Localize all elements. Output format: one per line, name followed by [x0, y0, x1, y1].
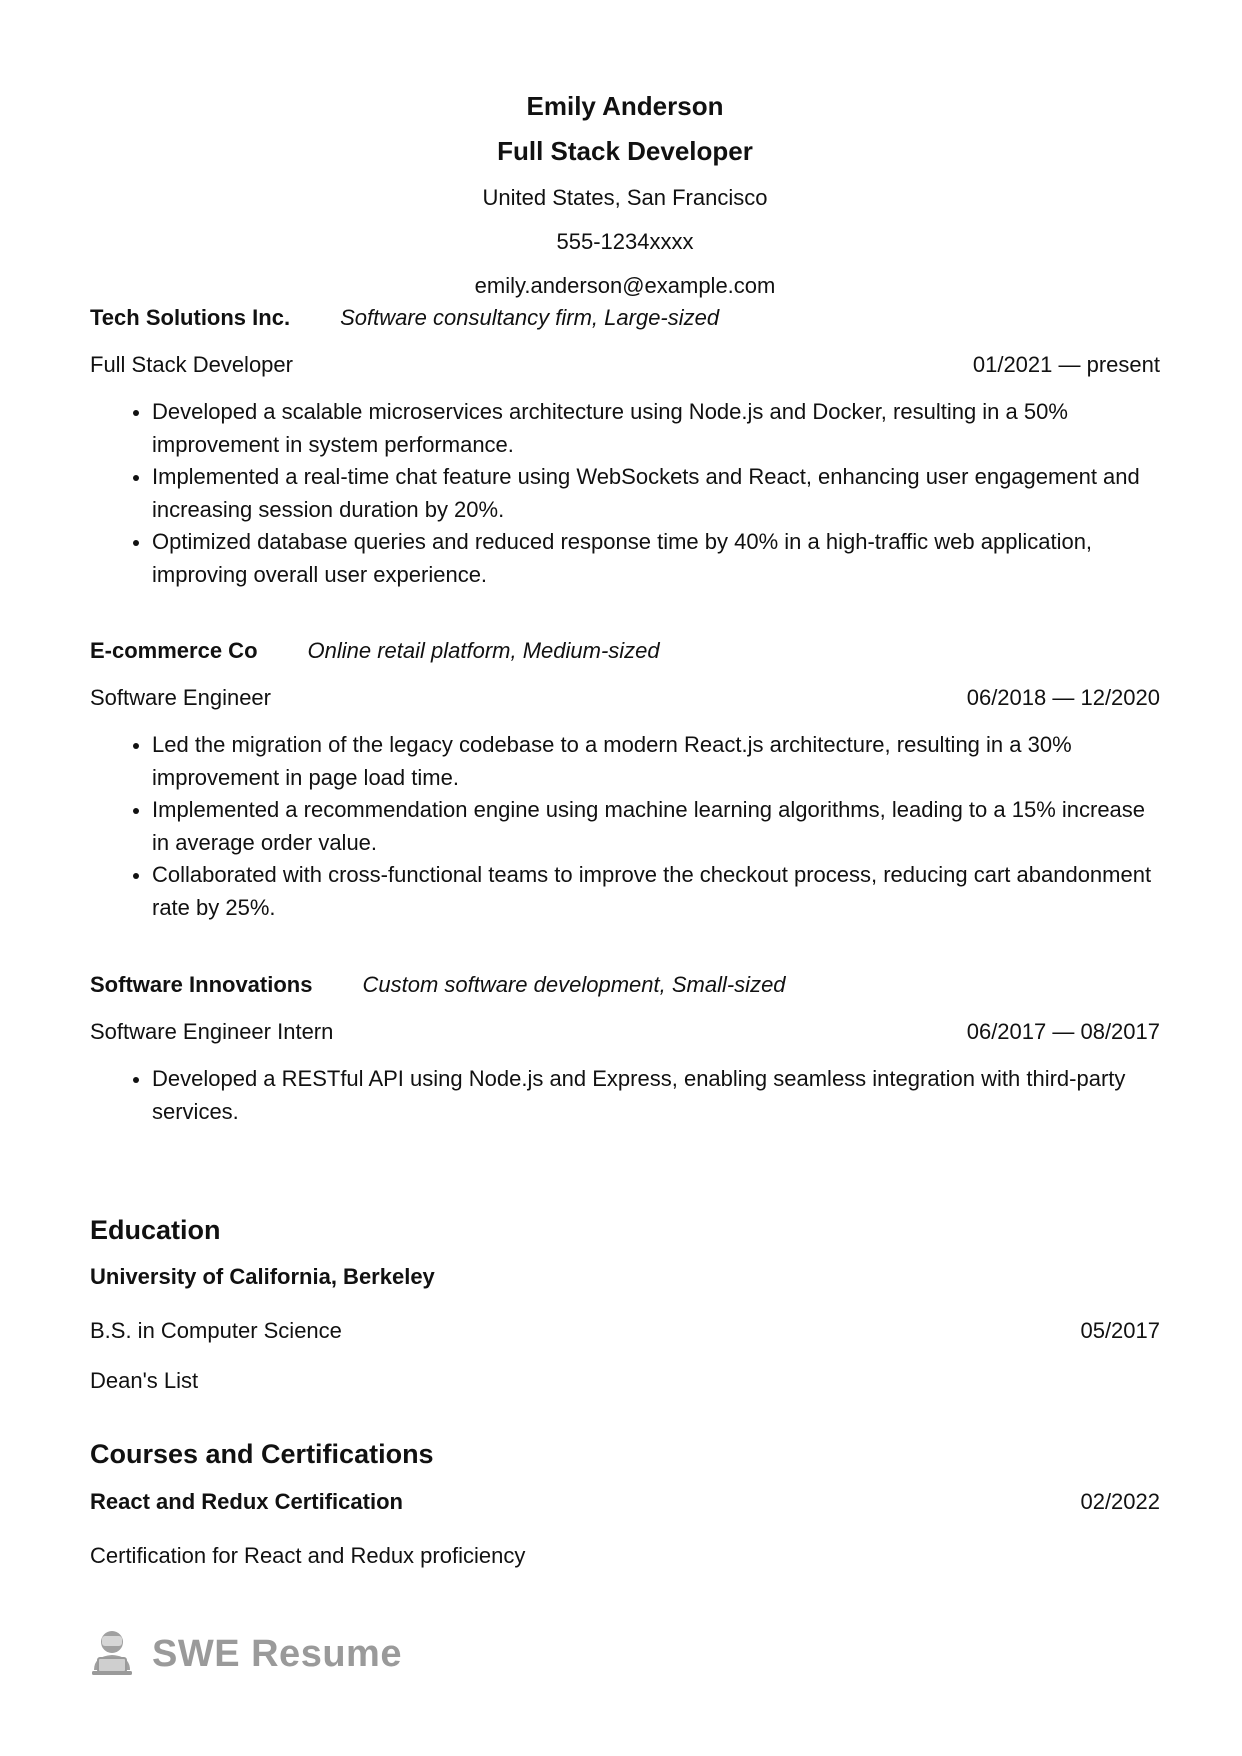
company-name: Software Innovations	[90, 972, 313, 997]
education-heading: Education	[90, 1215, 221, 1245]
courses-section	[90, 1432, 1160, 1573]
candidate-title: Full Stack Developer	[497, 136, 753, 166]
courses-heading: Courses and Certifications	[90, 1439, 434, 1469]
company-line	[90, 968, 1160, 1002]
degree-title: B.S. in Computer Science	[90, 1318, 342, 1343]
achievement-item: Implemented a real-time chat feature using WebSockets and React, enhancing user engagement and increasing session duration by 20%.	[152, 461, 1160, 526]
course-row	[90, 1485, 1160, 1519]
resume-page	[90, 0, 1160, 1756]
course-description: Certification for React and Redux proficiency	[90, 1543, 526, 1568]
achievement-item: Developed a scalable microservices architecture using Node.js and Docker, resulting in a 50% improvement in system performance.	[152, 396, 1160, 461]
company-line	[90, 634, 1160, 668]
candidate-name: Emily Anderson	[526, 91, 724, 121]
resume-header	[90, 86, 1160, 308]
company-name: Tech Solutions Inc.	[90, 305, 291, 330]
achievement-item: Implemented a recommendation engine using machine learning algorithms, leading to a 15% increase in average order value.	[152, 794, 1160, 859]
achievement-list	[90, 1063, 1160, 1128]
role-row	[90, 348, 1160, 382]
candidate-phone: 555-1234xxxx	[556, 229, 694, 254]
achievement-list	[90, 729, 1160, 924]
role-row	[90, 681, 1160, 715]
person-at-laptop-icon	[90, 1628, 134, 1681]
swe-resume-logo	[90, 1626, 402, 1682]
company-line	[90, 301, 1160, 335]
role-title: Full Stack Developer	[90, 352, 293, 377]
role-dates: 01/2021 — present	[972, 352, 1160, 377]
education-note: Dean's List	[90, 1368, 199, 1393]
experience-entry	[90, 968, 1160, 1128]
role-dates: 06/2018 — 12/2020	[966, 685, 1160, 710]
course-name: React and Redux Certification	[90, 1489, 403, 1514]
achievement-item: Optimized database queries and reduced response time by 40% in a high-traffic web application, improving overall user experience.	[152, 526, 1160, 591]
role-title: Software Engineer Intern	[90, 1019, 334, 1044]
achievement-item: Led the migration of the legacy codebase to a modern React.js architecture, resulting in a 30% improvement in page load time.	[152, 729, 1160, 794]
role-title: Software Engineer	[90, 685, 271, 710]
role-dates: 06/2017 — 08/2017	[966, 1019, 1160, 1044]
company-description: Software consultancy firm, Large-sized	[340, 305, 720, 330]
experience-entry	[90, 634, 1160, 924]
school-name: University of California, Berkeley	[90, 1264, 435, 1289]
company-description: Online retail platform, Medium-sized	[307, 638, 660, 663]
graduation-date: 05/2017	[1080, 1318, 1160, 1343]
education-section	[90, 1208, 1160, 1398]
candidate-email: emily.anderson@example.com	[474, 273, 776, 298]
course-date: 02/2022	[1080, 1489, 1160, 1514]
company-description: Custom software development, Small-sized	[362, 972, 786, 997]
achievement-item: Developed a RESTful API using Node.js and Express, enabling seamless integration with third-party services.	[152, 1063, 1160, 1128]
role-row	[90, 1015, 1160, 1049]
experience-entry	[90, 301, 1160, 591]
logo-text: SWE Resume	[152, 1632, 402, 1675]
achievement-list	[90, 396, 1160, 591]
candidate-location: United States, San Francisco	[482, 185, 768, 210]
achievement-item: Collaborated with cross-functional teams to improve the checkout process, reducing cart abandonment rate by 25%.	[152, 859, 1160, 924]
company-name: E-commerce Co	[90, 638, 258, 663]
degree-row	[90, 1314, 1160, 1348]
